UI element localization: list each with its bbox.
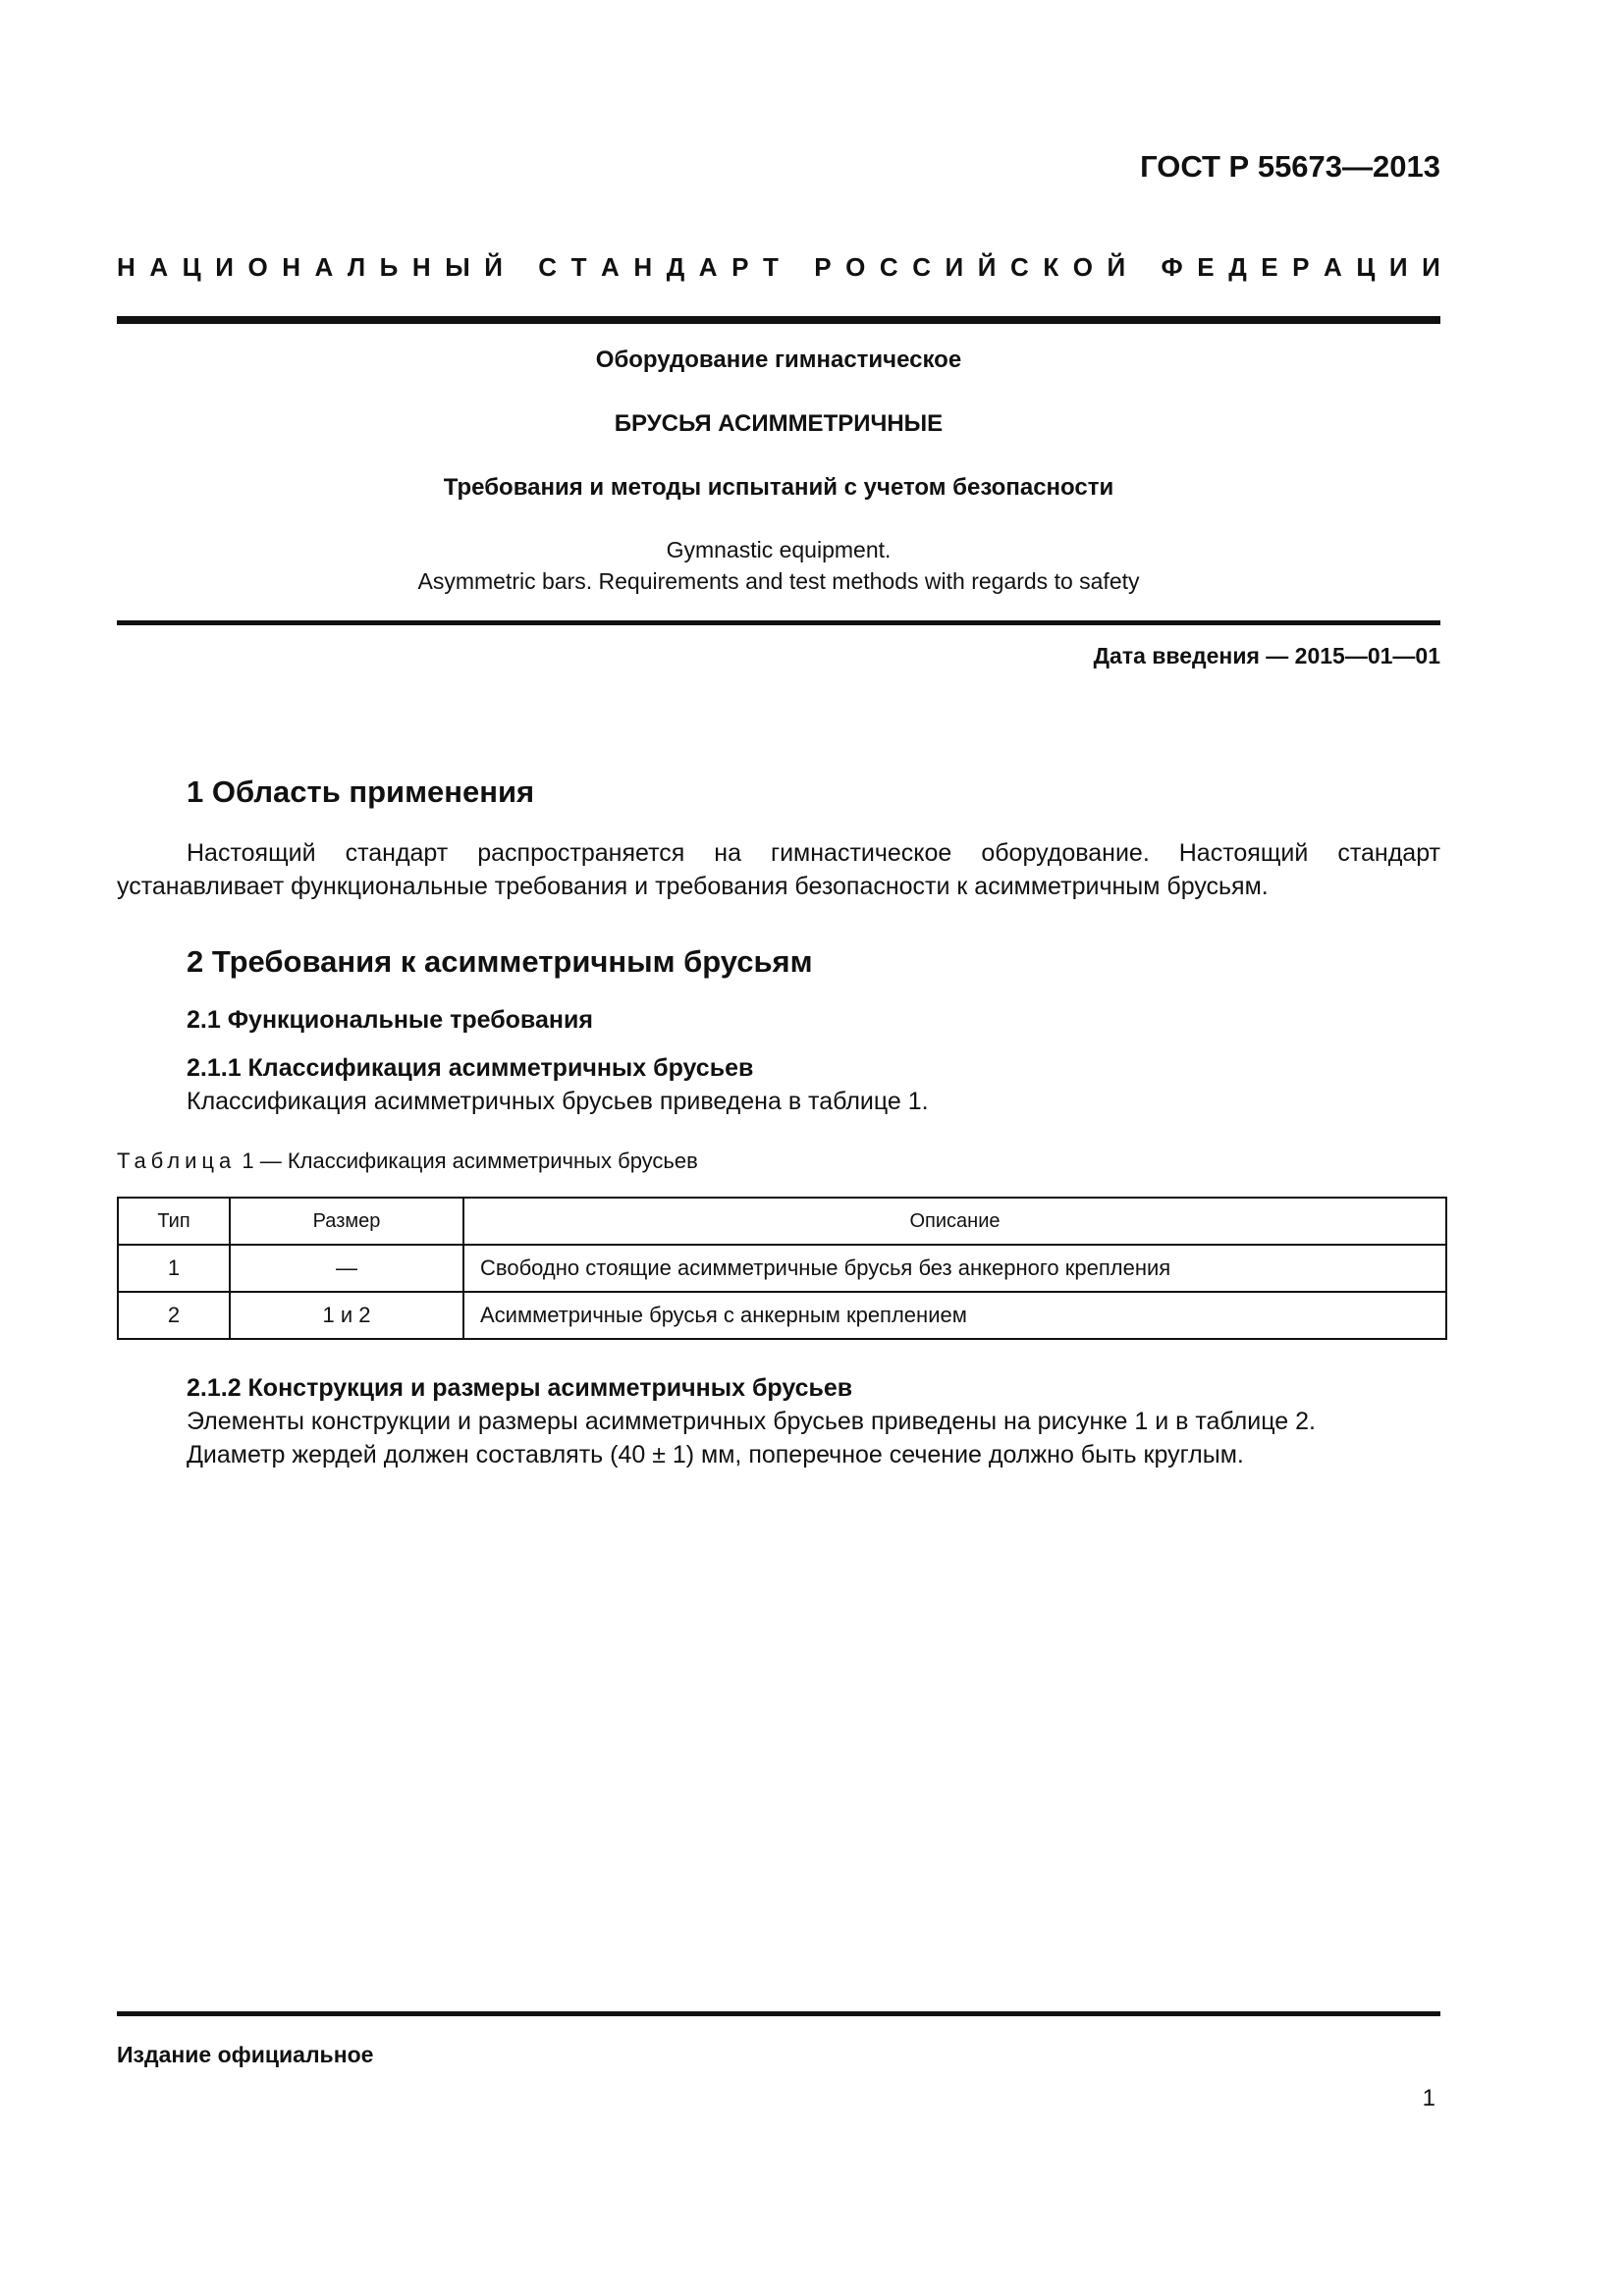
table-row [118,1292,1446,1339]
header-rule [117,316,1440,324]
table-cell-size: — [230,1245,463,1292]
title-english-line2: Asymmetric bars. Requirements and test methods with regards to safety [417,568,1140,594]
table-header-row [118,1198,1446,1245]
document-code: ГОСТ Р 55673—2013 [1140,149,1440,184]
national-standard-banner: Н А Ц И О Н А Л Ь Н Ы Й С Т А Н Д А Р Т Р О С С И Й С К О Й Ф Е Д Е Р А Ц И И [117,252,1440,282]
table-cell-size: 1 и 2 [230,1292,463,1339]
table1-caption-label: Таблица [117,1148,237,1173]
table-header-type: Тип [118,1198,230,1245]
title-subtitle: Требования и методы испытаний с учетом безопасности [443,474,1114,501]
table-cell-description: Свободно стоящие асимметричные брусья без анкерного крепления [463,1245,1446,1292]
intro-date: Дата введения — 2015—01—01 [1093,643,1440,668]
table-row [118,1245,1446,1292]
table-cell-type: 2 [118,1292,230,1339]
section1-heading: 1 Область применения [187,774,535,809]
section2-heading: 2 Требования к асимметричным брусьям [187,944,813,979]
title-category: Оборудование гимнастическое [595,347,962,373]
section1-text: Настоящий стандарт распространяется на гимнастическое оборудование. Настоящий стандарт устанавливает функциональные требования и требования безопасности к асимметричным брусьям. [117,839,1440,900]
footer-rule [117,2011,1440,2016]
title-main: БРУСЬЯ АСИММЕТРИЧНЫЕ [614,410,944,437]
subsection-2-1-1-text: Классификация асимметричных брусьев приведена в таблице 1. [187,1088,929,1115]
subsection-2-1-1-heading: 2.1.1 Классификация асимметричных брусьев [187,1054,754,1082]
table1-caption-title: 1 — Классификация асимметричных брусьев [242,1148,698,1173]
page-number: 1 [1422,2085,1435,2111]
table-cell-description: Асимметричные брусья с анкерным креплением [463,1292,1446,1339]
subsection-2-1-heading: 2.1 Функциональные требования [187,1006,593,1034]
subsection-2-1-2-text-line1: Элементы конструкции и размеры асимметричных брусьев приведены на рисунке 1 и в таблице 2. [187,1408,1316,1435]
table-header-description: Описание [463,1198,1446,1245]
subsection-2-1-2-text-line2: Диаметр жердей должен составлять (40 ± 1) мм, поперечное сечение должно быть круглым. [187,1441,1244,1468]
table1 [117,1197,1447,1340]
title-rule [117,620,1440,625]
title-english-line1: Gymnastic equipment. [666,537,892,562]
subsection-2-1-2-heading: 2.1.2 Конструкция и размеры асимметричных брусьев [187,1374,853,1402]
table-cell-type: 1 [118,1245,230,1292]
table-header-size: Размер [230,1198,463,1245]
official-edition-label: Издание официальное [117,2042,374,2067]
table1-caption [117,1148,698,1174]
